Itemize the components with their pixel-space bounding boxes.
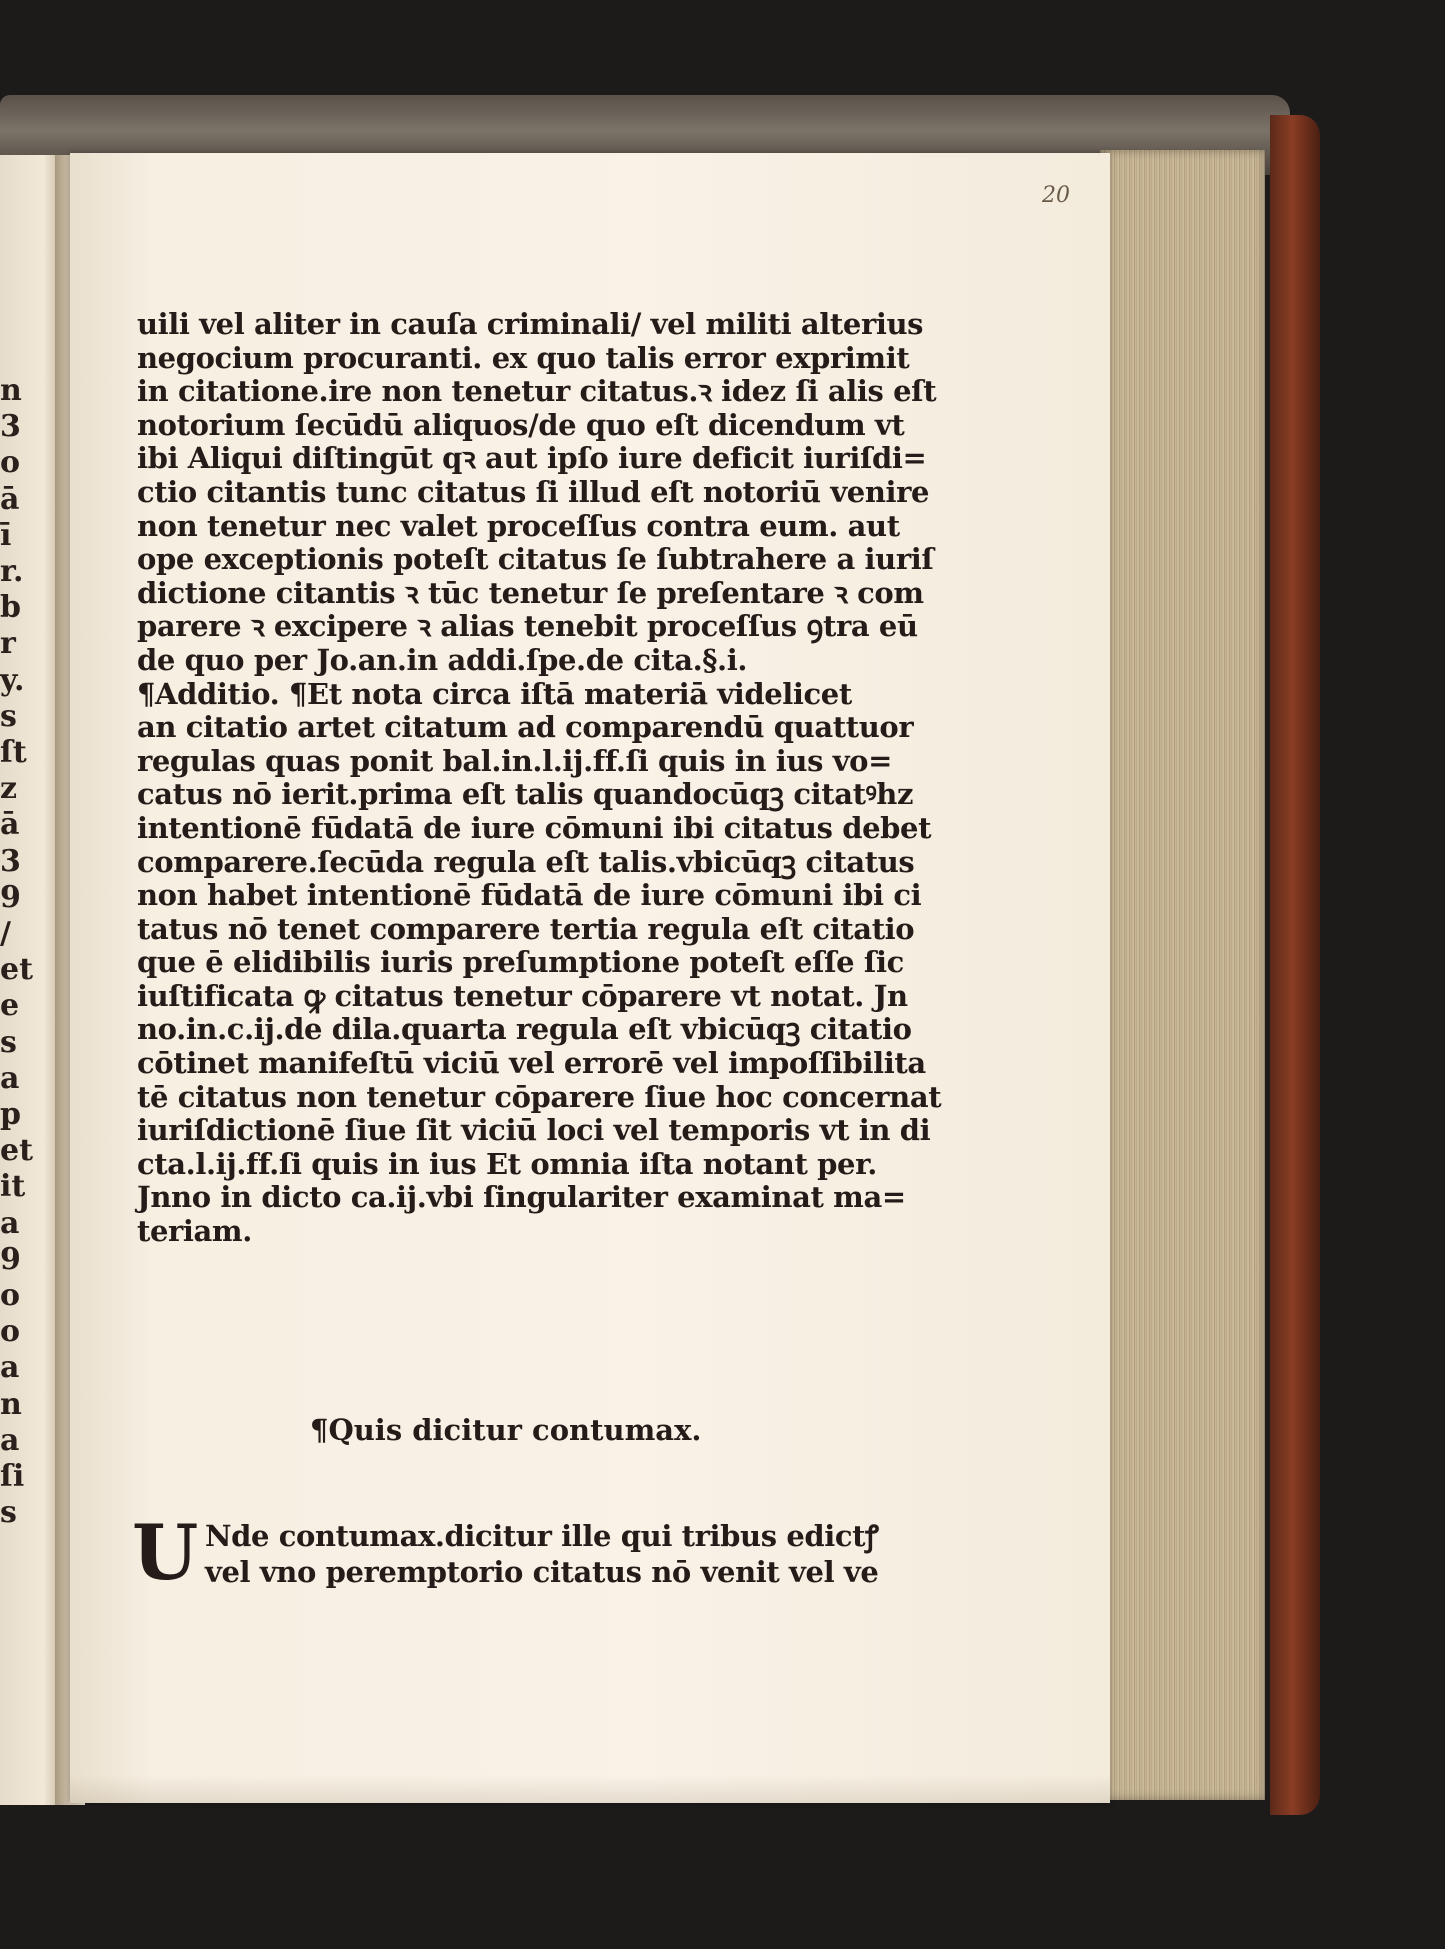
left-page-fragment: b xyxy=(0,590,21,626)
text-line: catus nō ierit.prima eſt talis quandocūqꝫ citatꝰhz xyxy=(137,777,914,812)
left-page-fragment: 3 xyxy=(0,409,21,445)
text-line: tatus nō tenet comparere tertia regula eſt citatio xyxy=(137,911,915,946)
left-page-fragment: a xyxy=(0,1205,20,1241)
left-page-fragment: it xyxy=(0,1169,26,1205)
book xyxy=(0,95,1320,1835)
text-line: non tenetur nec valet proceſſus contra eum. aut xyxy=(137,508,900,543)
left-page-fragment: ā xyxy=(0,807,20,843)
left-page-fragment: a xyxy=(0,1060,20,1096)
text-line: ope exceptionis poteſt citatus ſe ſubtrahere a iuriſ xyxy=(137,542,934,577)
left-page-fragment: r xyxy=(0,626,16,662)
text-line: cta.l.ij.ff.ſi quis in ius Et omnia iſta notant per. xyxy=(137,1146,877,1181)
left-page-fragment: ſi xyxy=(0,1459,25,1494)
left-page-fragment: e xyxy=(0,988,20,1024)
left-page-fragment: ā xyxy=(0,481,20,517)
left-page-fragment: z xyxy=(0,771,18,807)
text-line: iuſtificata ꝙ citatus tenetur cōparere vt notat. Jn xyxy=(137,978,908,1013)
left-page-fragment: s xyxy=(0,1495,17,1531)
folio-number: 20 xyxy=(1042,183,1070,208)
text-line: notorium ſecūdū aliquos/de quo eſt dicendum vt xyxy=(137,407,905,442)
main-text xyxy=(137,307,942,1249)
text-line: negocium procuranti. ex quo talis error exprimit xyxy=(137,340,910,375)
left-page-fragment: r. xyxy=(0,554,24,589)
left-page-fragment: s xyxy=(0,698,17,734)
text-line: comparere.ſecūda regula eſt talis.vbicūqꝫ citatus xyxy=(137,844,915,879)
fore-edge xyxy=(1100,150,1265,1800)
text-line: parere ꝛ excipere ꝛ alias tenebit proceſſus ꝯtra eū xyxy=(137,609,918,644)
left-page-fragment: 9 xyxy=(0,879,21,915)
text-line: que ē elidibilis iuris preſumptione poteſt eſſe ſic xyxy=(137,945,904,980)
text-line: iuriſdictionē ſiue ſit viciū loci vel temporis vt in di xyxy=(137,1113,931,1148)
left-page-fragment: a xyxy=(0,1422,20,1458)
left-page-fragment: o xyxy=(0,445,21,481)
left-page-fragment: y. xyxy=(0,662,25,698)
right-page xyxy=(70,153,1110,1803)
left-page-fragment: p xyxy=(0,1097,21,1132)
text-line: de quo per Jo.an.in addi.ſpe.de cita.§.i. xyxy=(137,642,748,677)
back-cover xyxy=(1270,115,1320,1815)
page-edge-shadow xyxy=(70,1775,1110,1803)
text-line: Nde contumax.dicitur ille qui tribus edictꝭ xyxy=(205,1519,879,1553)
text-line: in citatione.ire non tenetur citatus.ꝛ idez ſi alis eſt xyxy=(137,374,937,409)
decorated-initial: U xyxy=(132,1508,199,1597)
text-line: Jnno in dicto ca.ij.vbi ſingulariter examinat ma= xyxy=(137,1180,906,1215)
text-line: regulas quas ponit bal.in.l.ij.ff.ſi quis in ius vo= xyxy=(137,743,893,778)
text-line: non habet intentionē fūdatā de iure cōmuni ibi ci xyxy=(137,878,922,913)
left-page-fragment: ī xyxy=(0,517,12,553)
left-page xyxy=(0,155,62,1805)
left-page-fragment: n xyxy=(0,1386,22,1422)
text-line: uili vel aliter in cauſa criminali/ vel militi alterius xyxy=(137,307,924,341)
text-line: intentionē fūdatā de iure cōmuni ibi citatus debet xyxy=(137,810,932,845)
text-line: tē citatus non tenetur cōparere ſiue hoc concernat xyxy=(137,1079,942,1114)
left-page-fragment: s xyxy=(0,1024,17,1060)
left-page-fragment: 3 xyxy=(0,843,21,879)
left-page-fragment: et xyxy=(0,952,33,988)
left-page-fragment: ſt xyxy=(0,735,27,770)
text-line: dictione citantis ꝛ tūc tenetur ſe preſentare ꝛ com xyxy=(137,575,924,610)
text-line: no.in.c.ij.de dila.quarta regula eſt vbicūqꝫ citatio xyxy=(137,1012,912,1047)
text-line: an citatio artet citatum ad comparendū quattuor xyxy=(137,710,914,745)
text-line: teriam. xyxy=(137,1214,252,1249)
section-heading: ¶Quis dicitur contumax. xyxy=(310,1413,702,1447)
text-line: vel vno peremptorio citatus nō venit vel ve xyxy=(205,1555,879,1589)
text-line: cōtinet manifeſtū viciū vel errorē vel impoſſibilita xyxy=(137,1046,926,1081)
left-page-fragment: a xyxy=(0,1350,20,1386)
left-page-fragment: o xyxy=(0,1278,21,1313)
left-page-fragment: 9 xyxy=(0,1241,21,1277)
text-line: ¶Additio. ¶Et nota circa iſtā materiā videlicet xyxy=(137,676,852,711)
left-page-fragment: o xyxy=(0,1314,21,1350)
left-page-fragment: et xyxy=(0,1133,33,1169)
text-line: ibi Aliqui diſtingūt qꝛ aut ipſo iure deficit iuriſdi= xyxy=(137,441,927,476)
final-text xyxy=(205,1518,905,1590)
left-page-fragment: n xyxy=(0,373,22,408)
text-line: ctio citantis tunc citatus ſi illud eſt notoriū venire xyxy=(137,474,930,509)
left-page-fragment: / xyxy=(0,916,11,951)
